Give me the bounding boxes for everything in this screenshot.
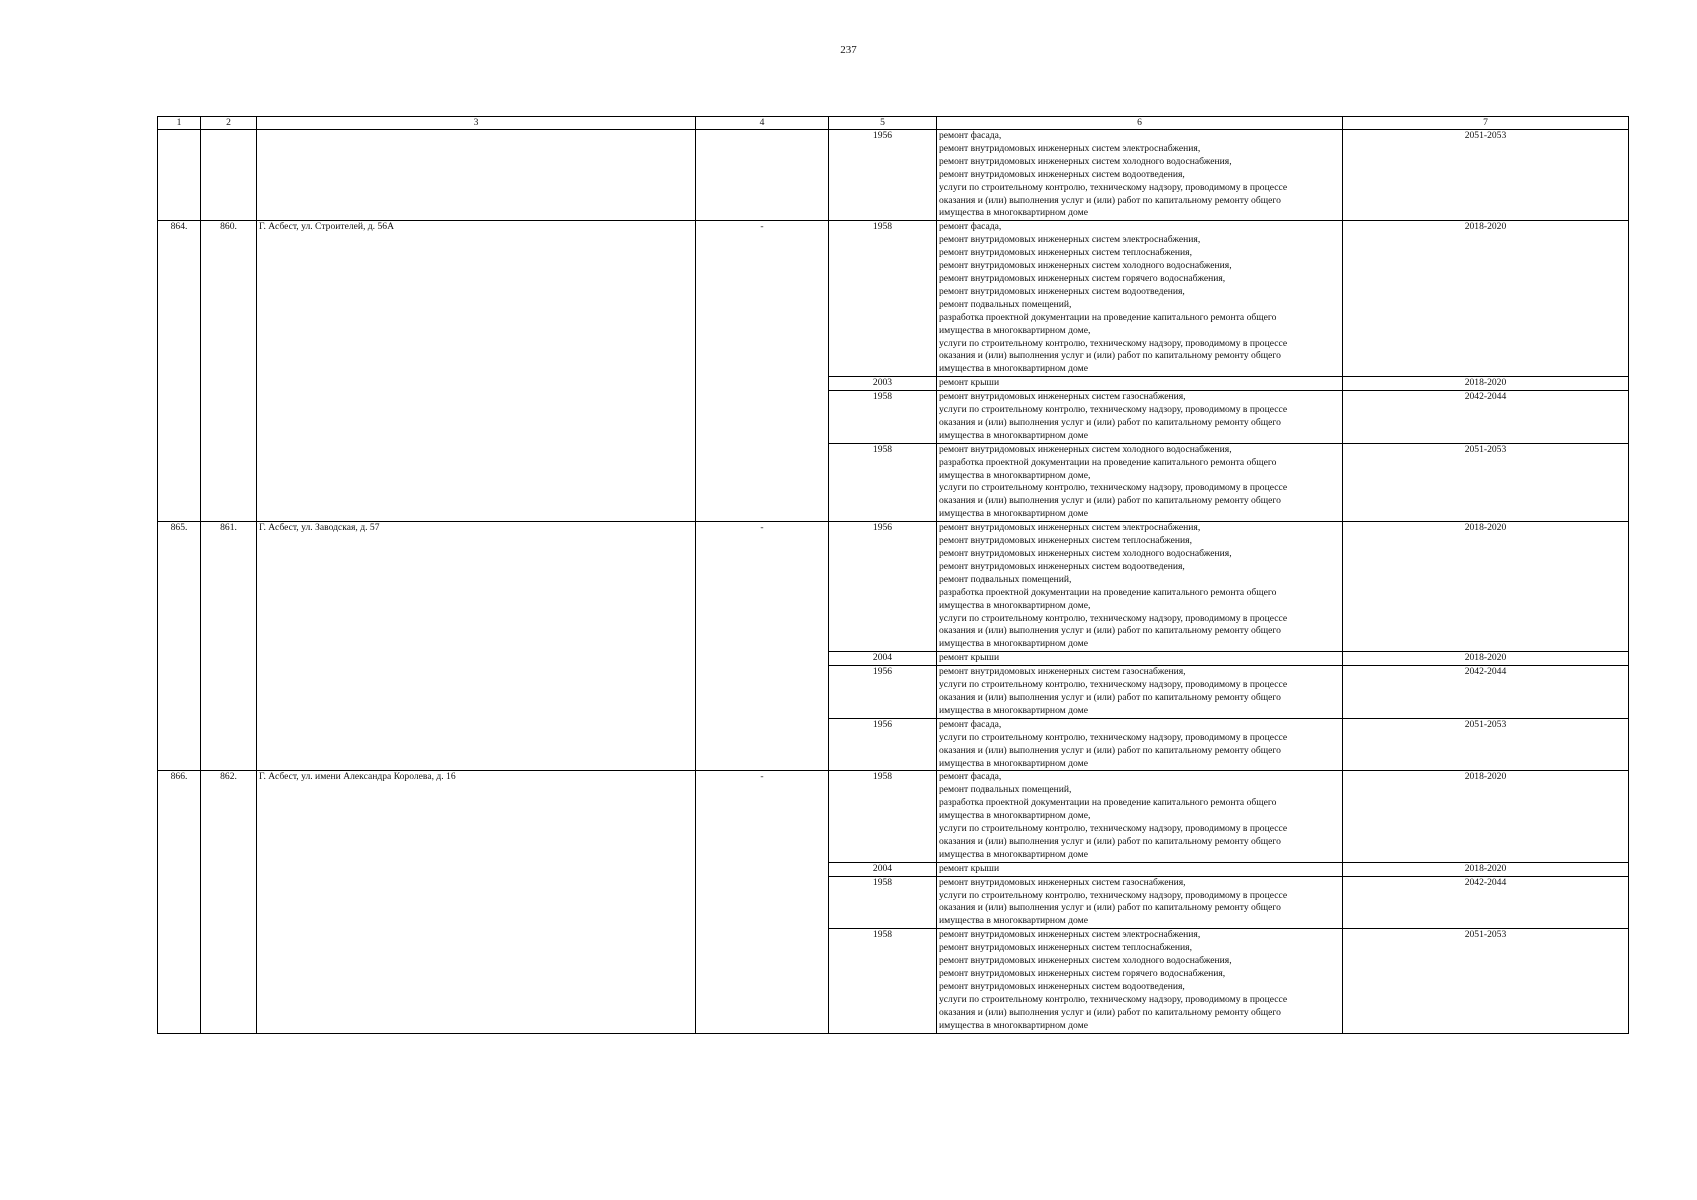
work-item: ремонт внутридомовых инженерных систем газоснабжения, [939,391,1186,403]
year-cell: 1958 [829,929,937,1033]
work-item: ремонт внутридомовых инженерных систем теплоснабжения, [939,247,1192,259]
repair-period-cell: 2018-2020 [1343,652,1629,666]
work-item: услуги по строительному контролю, техническому надзору, проводимому в процессе [939,731,1288,743]
year-cell: 1958 [829,221,937,377]
work-item: разработка проектной документации на проведение капитального ремонта общего [939,586,1277,598]
work-item: услуги по строительному контролю, техническому надзору, проводимому в процессе [939,337,1288,349]
work-item: ремонт подвальных помещений, [939,573,1072,585]
work-item: услуги по строительному контролю, техническому надзору, проводимому в процессе [939,679,1288,691]
work-item: имущества в многоквартирном доме, [939,599,1091,611]
year-cell: 2004 [829,862,937,876]
repair-schedule-table [157,116,1629,1034]
work-item: ремонт фасада, [939,718,1002,730]
work-item: ремонт фасада, [939,130,1002,141]
work-item: имущества в многоквартирном доме [939,704,1088,716]
row-number [158,130,201,221]
work-item: ремонт внутридомовых инженерных систем водоотведения, [939,285,1185,297]
column-header: 2 [201,117,257,130]
year-cell: 2004 [829,652,937,666]
repair-period-cell: 2018-2020 [1343,377,1629,391]
column-header: 3 [257,117,696,130]
column-4-value: - [696,771,829,1033]
work-item: ремонт подвальных помещений, [939,298,1072,310]
work-item: услуги по строительному контролю, техническому надзору, проводимому в процессе [939,993,1288,1005]
work-item: имущества в многоквартирном доме, [939,324,1091,336]
work-item: ремонт внутридомовых инженерных систем электроснабжения, [939,522,1201,534]
work-item: оказания и (или) выполнения услуг и (или) работ по капитальному ремонту общего [939,350,1281,362]
work-item: ремонт крыши [939,377,1000,389]
work-item: разработка проектной документации на проведение капитального ремонта общего [939,456,1277,468]
work-item: оказания и (или) выполнения услуг и (или) работ по капитальному ремонту общего [939,416,1281,428]
work-item: ремонт крыши [939,862,1000,874]
work-item: оказания и (или) выполнения услуг и (или) работ по капитальному ремонту общего [939,1006,1281,1018]
year-cell: 2003 [829,377,937,391]
repair-period-cell: 2042-2044 [1343,666,1629,719]
work-item: ремонт внутридомовых инженерных систем холодного водоснабжения, [939,548,1232,559]
year-cell: 1956 [829,130,937,221]
work-item: услуги по строительному контролю, техническому надзору, проводимому в процессе [939,404,1288,416]
house-address [257,130,696,221]
table-row [158,221,1629,377]
work-item: ремонт фасада, [939,221,1002,233]
work-item: услуги по строительному контролю, техническому надзору, проводимому в процессе [939,181,1288,193]
repair-period-cell: 2042-2044 [1343,876,1629,929]
row-number: 865. [158,522,201,771]
work-list-cell [937,929,1343,1033]
work-item: имущества в многоквартирном доме [939,638,1088,650]
work-item: имущества в многоквартирном доме [939,207,1088,219]
house-id: 861. [201,522,257,771]
work-item: ремонт внутридомовых инженерных систем холодного водоснабжения, [939,260,1232,272]
repair-period-cell: 2018-2020 [1343,862,1629,876]
work-item: имущества в многоквартирном доме [939,363,1088,375]
house-id [201,130,257,221]
work-item: ремонт подвальных помещений, [939,784,1072,796]
house-address: Г. Асбест, ул. Заводская, д. 57 [257,522,696,771]
house-address: Г. Асбест, ул. Строителей, д. 56А [257,221,696,522]
work-list-cell [937,377,1343,391]
work-list-cell [937,391,1343,444]
year-cell: 1958 [829,771,937,862]
work-list-cell [937,718,1343,771]
work-list-cell [937,666,1343,719]
work-item: услуги по строительному контролю, техническому надзору, проводимому в процессе [939,482,1288,494]
repair-period-cell: 2018-2020 [1343,522,1629,652]
work-item: ремонт внутридомовых инженерных систем горячего водоснабжения, [939,968,1226,979]
column-header: 6 [937,117,1343,130]
repair-period-cell: 2051-2053 [1343,929,1629,1033]
year-cell: 1956 [829,522,937,652]
column-header: 5 [829,117,937,130]
house-address: Г. Асбест, ул. имени Александра Королева, д. 16 [257,771,696,1033]
year-cell: 1956 [829,666,937,719]
repair-period-cell: 2051-2053 [1343,718,1629,771]
work-item: услуги по строительному контролю, техническому надзору, проводимому в процессе [939,823,1288,835]
work-item: оказания и (или) выполнения услуг и (или) работ по капитальному ремонту общего [939,835,1281,847]
work-item: ремонт внутридомовых инженерных систем водоотведения, [939,560,1185,572]
work-item: ремонт внутридомовых инженерных систем газоснабжения, [939,876,1186,888]
work-list-cell [937,130,1343,221]
table-row [158,771,1629,862]
repair-period-cell: 2051-2053 [1343,130,1629,221]
row-number: 866. [158,771,201,1033]
work-item: ремонт внутридомовых инженерных систем водоотведения, [939,168,1185,180]
work-item: имущества в многоквартирном доме [939,848,1088,860]
work-item: оказания и (или) выполнения услуг и (или) работ по капитальному ремонту общего [939,691,1281,703]
work-item: ремонт внутридомовых инженерных систем холодного водоснабжения, [939,955,1232,967]
work-item: разработка проектной документации на проведение капитального ремонта общего [939,311,1277,323]
year-cell: 1956 [829,718,937,771]
work-item: ремонт фасада, [939,771,1002,783]
work-list-cell [937,862,1343,876]
work-item: имущества в многоквартирном доме [939,915,1088,927]
work-item: ремонт внутридомовых инженерных систем электроснабжения, [939,142,1201,154]
work-list-cell [937,221,1343,377]
repair-period-cell: 2018-2020 [1343,221,1629,377]
column-number-row [158,117,1629,130]
work-item: ремонт внутридомовых инженерных систем водоотведения, [939,980,1185,992]
work-item: оказания и (или) выполнения услуг и (или) работ по капитальному ремонту общего [939,902,1281,914]
column-4-value [696,130,829,221]
work-list-cell [937,771,1343,862]
work-item: ремонт внутридомовых инженерных систем электроснабжения, [939,929,1201,941]
repair-period-cell: 2018-2020 [1343,771,1629,862]
work-item: ремонт внутридомовых инженерных систем горячего водоснабжения, [939,272,1226,284]
work-item: ремонт внутридомовых инженерных систем теплоснабжения, [939,942,1192,954]
work-item: оказания и (или) выполнения услуг и (или) работ по капитальному ремонту общего [939,194,1281,206]
work-item: имущества в многоквартирном доме [939,757,1088,769]
column-header: 1 [158,117,201,130]
work-item: ремонт крыши [939,652,1000,664]
column-header: 4 [696,117,829,130]
work-item: имущества в многоквартирном доме, [939,810,1091,822]
work-item: имущества в многоквартирном доме [939,429,1088,441]
work-item: услуги по строительному контролю, техническому надзору, проводимому в процессе [939,889,1288,901]
column-header: 7 [1343,117,1629,130]
work-list-cell [937,443,1343,521]
work-item: имущества в многоквартирном доме [939,1019,1088,1031]
work-item: имущества в многоквартирном доме, [939,469,1091,481]
repair-period-cell: 2042-2044 [1343,391,1629,444]
work-item: разработка проектной документации на проведение капитального ремонта общего [939,797,1277,809]
house-id: 860. [201,221,257,522]
row-number: 864. [158,221,201,522]
work-item: оказания и (или) выполнения услуг и (или) работ по капитальному ремонту общего [939,744,1281,756]
work-item: ремонт внутридомовых инженерных систем холодного водоснабжения, [939,155,1232,167]
work-list-cell [937,522,1343,652]
work-item: услуги по строительному контролю, техническому надзору, проводимому в процессе [939,612,1288,624]
column-4-value: - [696,221,829,522]
work-item: имущества в многоквартирном доме [939,508,1088,520]
work-item: ремонт внутридомовых инженерных систем электроснабжения, [939,234,1201,246]
house-id: 862. [201,771,257,1033]
year-cell: 1958 [829,391,937,444]
work-item: ремонт внутридомовых инженерных систем газоснабжения, [939,666,1186,678]
column-4-value: - [696,522,829,771]
work-list-cell [937,652,1343,666]
repair-period-cell: 2051-2053 [1343,443,1629,521]
work-item: оказания и (или) выполнения услуг и (или) работ по капитальному ремонту общего [939,495,1281,507]
table-row [158,522,1629,652]
work-item: оказания и (или) выполнения услуг и (или) работ по капитальному ремонту общего [939,625,1281,637]
page-number: 237 [840,44,857,56]
work-item: ремонт внутридомовых инженерных систем теплоснабжения, [939,535,1192,547]
year-cell: 1958 [829,443,937,521]
table-row [158,130,1629,221]
work-item: ремонт внутридомовых инженерных систем холодного водоснабжения, [939,443,1232,455]
table-body [158,130,1629,1034]
work-list-cell [937,876,1343,929]
year-cell: 1958 [829,876,937,929]
